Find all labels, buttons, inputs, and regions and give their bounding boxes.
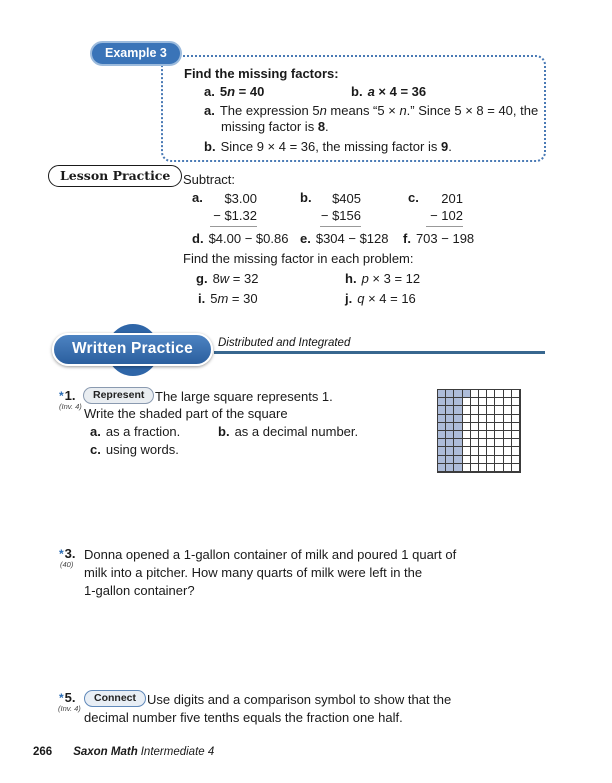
grid-cell [438, 456, 446, 464]
grid-cell [454, 447, 462, 455]
represent-badge: Represent [83, 387, 154, 404]
grid-cell [504, 415, 512, 423]
grid-cell [504, 406, 512, 414]
grid-cell [479, 447, 487, 455]
grid-cell [495, 398, 503, 406]
problem-5-text-line2: decimal number five tenths equals the fraction one half. [84, 710, 403, 725]
expression: × 4 = 16 [364, 291, 416, 306]
grid-cell [471, 398, 479, 406]
grid-cell [495, 406, 503, 414]
example-heading: Find the missing factors: [184, 66, 339, 81]
grid-cell [495, 439, 503, 447]
minuend: $405 [332, 191, 361, 206]
item-letter: b. [300, 190, 312, 205]
grid-cell [438, 464, 446, 472]
item-letter: h. [345, 271, 357, 286]
grid-cell [495, 447, 503, 455]
grid-cell [487, 406, 495, 414]
grid-cell [487, 431, 495, 439]
book-title: Saxon Math [73, 746, 138, 758]
subtract-heading: Subtract: [183, 172, 236, 187]
item-letter: a. [204, 84, 215, 99]
grid-cell [487, 439, 495, 447]
variable: n [227, 84, 236, 99]
answer-value: 8 [317, 119, 326, 134]
item-letter: b. [218, 424, 230, 439]
answer-value: 9 [440, 139, 449, 154]
item-letter: c. [408, 190, 419, 205]
equation-text: 5 [219, 84, 228, 99]
grid-cell [504, 447, 512, 455]
grid-cell [479, 415, 487, 423]
grid-cell [512, 439, 520, 447]
grid-cell [512, 431, 520, 439]
grid-cell [454, 464, 462, 472]
grid-cell [438, 398, 446, 406]
grid-cell [495, 431, 503, 439]
grid-cell [471, 415, 479, 423]
book-edition: Intermediate 4 [140, 746, 215, 758]
page-footer [33, 746, 214, 758]
grid-cell [504, 390, 512, 398]
expression: $304 − $128 [315, 231, 389, 246]
grid-cell [446, 447, 454, 455]
problem-3-number [59, 546, 76, 561]
solution-text: missing factor is [221, 119, 318, 134]
grid-cell [446, 398, 454, 406]
problem-d [192, 231, 288, 247]
grid-cell [446, 423, 454, 431]
example-problem-a [204, 84, 264, 100]
subtrahend: − 102 [426, 207, 463, 227]
option-text: as a decimal number. [234, 424, 359, 439]
grid-cell [495, 456, 503, 464]
subtraction-problem-b [320, 190, 361, 227]
variable: q [357, 291, 365, 306]
option-text: as a fraction. [105, 424, 181, 439]
item-letter: e. [300, 231, 311, 246]
grid-cell [454, 423, 462, 431]
grid-cell [504, 423, 512, 431]
item-letter: c. [90, 442, 101, 457]
section-rule [214, 351, 545, 354]
expression: 8 [212, 271, 220, 286]
problem-3-text-line2: milk into a pitcher. How many quarts of milk were left in the [84, 565, 423, 580]
variable: m [217, 291, 229, 306]
problem-1-option-a [90, 424, 180, 440]
grid-cell [479, 390, 487, 398]
grid-cell [479, 456, 487, 464]
missing-factor-heading: Find the missing factor in each problem: [183, 251, 414, 266]
solution-text: .” Since 5 × 8 = 40, the [406, 103, 539, 118]
grid-cell [463, 464, 471, 472]
grid-cell [487, 390, 495, 398]
example-solution-a-line1 [204, 103, 538, 119]
connect-badge: Connect [84, 690, 146, 707]
grid-cell [479, 398, 487, 406]
variable: p [361, 271, 369, 286]
grid-cell [479, 439, 487, 447]
grid-cell [438, 423, 446, 431]
grid-cell [438, 390, 446, 398]
grid-cell [454, 415, 462, 423]
grid-cell [463, 439, 471, 447]
problem-number: 3. [64, 546, 76, 561]
grid-cell [512, 398, 520, 406]
grid-cell [463, 447, 471, 455]
minuend: $3.00 [224, 191, 257, 206]
item-letter: i. [198, 291, 206, 306]
expression: × 3 = 12 [368, 271, 421, 286]
grid-cell [471, 431, 479, 439]
equation-text: = 40 [235, 84, 265, 99]
problem-1-option-b [218, 424, 358, 440]
grid-cell [454, 456, 462, 464]
problem-5-number [59, 690, 76, 705]
grid-cell [512, 406, 520, 414]
problem-f [403, 231, 474, 247]
grid-cell [446, 464, 454, 472]
item-letter: g. [196, 271, 208, 286]
hundredths-grid [437, 389, 521, 473]
expression: 5 [210, 291, 218, 306]
grid-cell [479, 406, 487, 414]
grid-cell [487, 423, 495, 431]
expression: = 30 [228, 291, 258, 306]
written-practice-title: Written Practice [52, 333, 213, 366]
problem-e [300, 231, 389, 247]
grid-cell [438, 406, 446, 414]
example-solution-b [204, 139, 452, 155]
grid-cell [487, 464, 495, 472]
grid-cell [446, 456, 454, 464]
grid-cell [463, 431, 471, 439]
item-letter: a. [90, 424, 101, 439]
grid-cell [463, 406, 471, 414]
grid-cell [495, 390, 503, 398]
grid-cell [471, 406, 479, 414]
item-letter: b. [204, 139, 216, 154]
grid-cell [446, 439, 454, 447]
grid-cell [479, 464, 487, 472]
grid-cell [487, 456, 495, 464]
subtraction-problem-c [426, 190, 463, 227]
subtraction-problem-a [210, 190, 257, 227]
problem-1-text-line1: The large square represents 1. [155, 389, 333, 404]
example-3-badge: Example 3 [90, 41, 182, 66]
item-letter: j. [345, 291, 353, 306]
minuend: 201 [441, 191, 463, 206]
item-letter: a. [192, 190, 203, 205]
expression: $4.00 − $0.86 [208, 231, 289, 246]
grid-cell [471, 464, 479, 472]
option-text: using words. [105, 442, 179, 457]
problem-1-number [59, 388, 76, 403]
subtrahend: − $1.32 [210, 207, 257, 227]
grid-cell [438, 439, 446, 447]
solution-text: Since 9 × 4 = 36, the missing factor is [220, 139, 441, 154]
grid-cell [454, 406, 462, 414]
star-marker: * [59, 389, 64, 403]
grid-cell [471, 423, 479, 431]
grid-cell [504, 464, 512, 472]
grid-cell [512, 423, 520, 431]
grid-cell [479, 423, 487, 431]
problem-1-text-line2: Write the shaded part of the square [84, 406, 288, 421]
grid-cell [446, 406, 454, 414]
solution-text: . [448, 139, 452, 154]
star-marker: * [59, 691, 64, 705]
star-marker: * [59, 547, 64, 561]
grid-cell [504, 439, 512, 447]
grid-cell [512, 390, 520, 398]
grid-cell [471, 447, 479, 455]
grid-cell [471, 456, 479, 464]
item-letter: d. [192, 231, 204, 246]
problem-number: 1. [64, 388, 76, 403]
grid-cell [471, 439, 479, 447]
variable: n [319, 103, 327, 118]
subtrahend: − $156 [320, 207, 361, 227]
grid-cell [495, 423, 503, 431]
page-number: 266 [33, 746, 53, 758]
grid-cell [463, 456, 471, 464]
grid-cell [446, 431, 454, 439]
grid-cell [463, 398, 471, 406]
written-practice-subtitle: Distributed and Integrated [218, 337, 351, 349]
grid-cell [454, 390, 462, 398]
problem-1-lesson-ref: (Inv. 4) [59, 402, 82, 411]
grid-cell [512, 464, 520, 472]
variable: a [367, 84, 375, 99]
grid-cell [463, 423, 471, 431]
grid-cell [471, 390, 479, 398]
problem-g [196, 271, 258, 287]
grid-cell [479, 431, 487, 439]
grid-cell [454, 431, 462, 439]
solution-text: means “5 × [326, 103, 400, 118]
grid-cell [454, 439, 462, 447]
grid-cell [512, 456, 520, 464]
grid-cell [463, 415, 471, 423]
equation-text: × 4 = 36 [374, 84, 427, 99]
grid-cell [463, 390, 471, 398]
example-problem-b [351, 84, 426, 100]
grid-cell [504, 456, 512, 464]
example-solution-a-line2 [221, 119, 329, 135]
grid-cell [495, 464, 503, 472]
grid-cell [487, 447, 495, 455]
expression: 703 − 198 [415, 231, 475, 246]
problem-5-text-line1: Use digits and a comparison symbol to show that the [147, 692, 452, 707]
problem-5-lesson-ref: (Inv. 4) [58, 704, 81, 713]
grid-cell [446, 390, 454, 398]
problem-h [345, 271, 420, 287]
grid-cell [446, 415, 454, 423]
grid-cell [512, 447, 520, 455]
problem-1-option-c [90, 442, 179, 458]
grid-cell [438, 431, 446, 439]
solution-text: The expression 5 [219, 103, 320, 118]
problem-3-text-line3: 1-gallon container? [84, 583, 195, 598]
variable: w [219, 271, 230, 286]
grid-cell [504, 398, 512, 406]
problem-3-text-line1: Donna opened a 1-gallon container of milk and poured 1 quart of [84, 547, 457, 562]
lesson-practice-label: Lesson Practice [48, 165, 182, 187]
variable: n [399, 103, 407, 118]
problem-j [345, 291, 416, 307]
problem-3-lesson-ref: (40) [60, 560, 74, 569]
grid-cell [487, 398, 495, 406]
problem-number: 5. [64, 690, 76, 705]
grid-cell [487, 415, 495, 423]
problem-i [198, 291, 258, 307]
grid-cell [495, 415, 503, 423]
grid-cell [504, 431, 512, 439]
item-letter: b. [351, 84, 363, 99]
item-letter: f. [403, 231, 411, 246]
solution-text: . [325, 119, 329, 134]
grid-cell [438, 447, 446, 455]
grid-cell [454, 398, 462, 406]
expression: = 32 [229, 271, 259, 286]
item-letter: a. [204, 103, 215, 118]
grid-cell [512, 415, 520, 423]
grid-cell [438, 415, 446, 423]
